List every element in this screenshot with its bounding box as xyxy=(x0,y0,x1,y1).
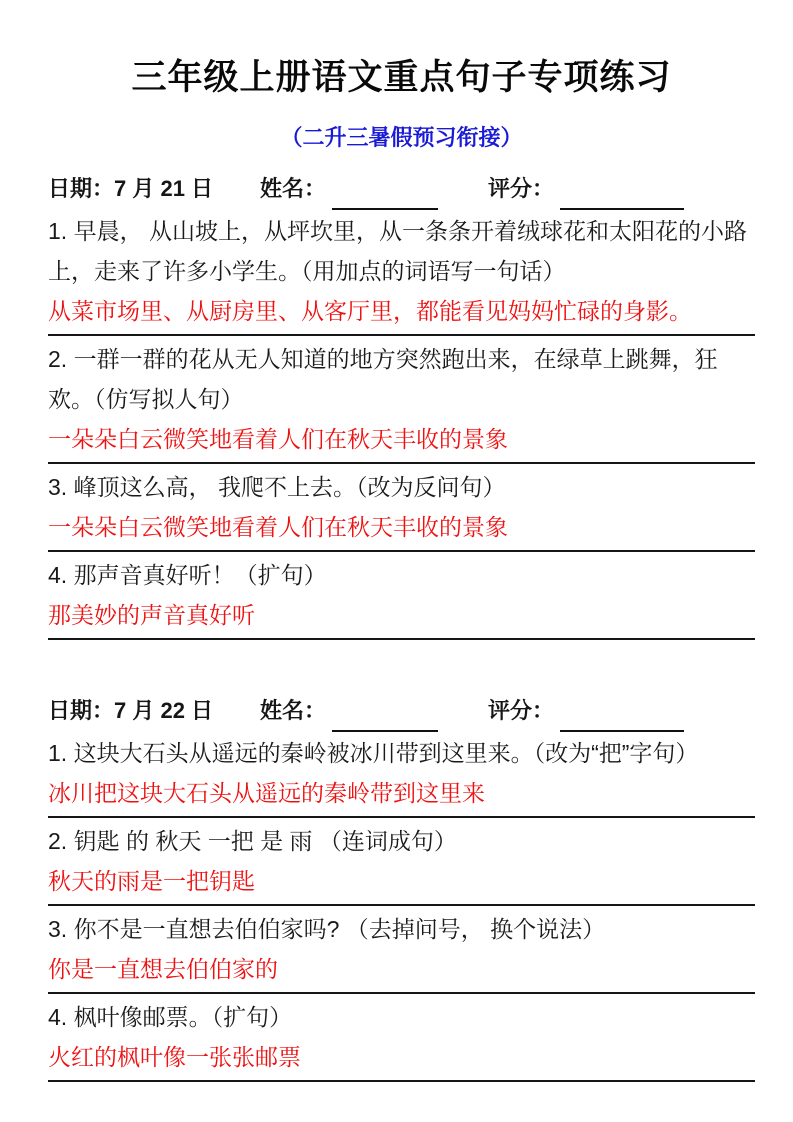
answer-line xyxy=(48,862,755,906)
meta-row xyxy=(48,168,755,210)
question-text: 3. 峰顶这么高， 我爬不上去。（改为反问句） xyxy=(48,474,506,500)
question-text: 1. 这块大石头从遥远的秦岭被冰川带到这里来。（改为“把”字句） xyxy=(48,740,699,766)
page-subtitle: （二升三暑假预习衔接） xyxy=(280,125,523,150)
date-label: 日期：7 月 21 日 xyxy=(48,176,214,201)
answer-line xyxy=(48,774,755,818)
score-blank-line xyxy=(560,702,684,732)
answer-text: 你是一直想去伯伯家的 xyxy=(48,956,278,982)
answer-text: 一朵朵白云微笑地看着人们在秋天丰收的景象 xyxy=(48,514,508,540)
score-blank-line xyxy=(560,180,684,210)
meta-row xyxy=(48,690,755,732)
answer-line xyxy=(48,420,755,464)
question-answer-block xyxy=(48,211,755,336)
question-answer-block xyxy=(48,555,755,640)
name-label: 姓名： xyxy=(260,698,327,723)
question-answer-block xyxy=(48,821,755,906)
score-field-group xyxy=(488,690,684,732)
answer-line xyxy=(48,596,755,640)
name-field-group xyxy=(260,168,488,210)
question-answer-block xyxy=(48,467,755,552)
question-text: 4. 那声音真好听！（扩句） xyxy=(48,562,327,588)
name-label: 姓名： xyxy=(260,176,327,201)
answer-text: 冰川把这块大石头从遥远的秦岭带到这里来 xyxy=(48,780,485,806)
question-answer-block xyxy=(48,339,755,464)
date-label: 日期：7 月 22 日 xyxy=(48,698,214,723)
answer-text: 一朵朵白云微笑地看着人们在秋天丰收的景象 xyxy=(48,426,508,452)
answer-text: 秋天的雨是一把钥匙 xyxy=(48,868,255,894)
name-field-group xyxy=(260,690,488,732)
page-title: 三年级上册语文重点句子专项练习 xyxy=(131,58,672,97)
answer-line xyxy=(48,950,755,994)
question-text: 2. 钥匙 的 秋天 一把 是 雨 （连词成句） xyxy=(48,828,457,854)
day-section-july-22 xyxy=(48,690,755,1082)
question-text: 3. 你不是一直想去伯伯家吗? （去掉问号， 换个说法） xyxy=(48,916,606,942)
question-answer-block xyxy=(48,909,755,994)
question-text: 1. 早晨， 从山坡上，从坪坎里，从一条条开着绒球花和太阳花的小路上，走来了许多小学生。（用加点的词语写一句话） xyxy=(48,218,747,284)
score-label: 评分： xyxy=(488,698,555,723)
question-text: 4. 枫叶像邮票。（扩句） xyxy=(48,1004,293,1030)
answer-text: 从菜市场里、从厨房里、从客厅里，都能看见妈妈忙碌的身影。 xyxy=(48,298,692,324)
score-field-group xyxy=(488,168,684,210)
answer-line xyxy=(48,1038,755,1082)
question-answer-block xyxy=(48,997,755,1082)
name-blank-line xyxy=(332,180,438,210)
answer-text: 火红的枫叶像一张张邮票 xyxy=(48,1044,301,1070)
question-text: 2. 一群一群的花从无人知道的地方突然跑出来，在绿草上跳舞，狂欢。（仿写拟人句） xyxy=(48,346,718,412)
answer-text: 那美妙的声音真好听 xyxy=(48,602,255,628)
day-section-july-21 xyxy=(48,168,755,640)
question-answer-block xyxy=(48,733,755,818)
answer-line xyxy=(48,292,755,336)
name-blank-line xyxy=(332,702,438,732)
score-label: 评分： xyxy=(488,176,555,201)
answer-line xyxy=(48,508,755,552)
